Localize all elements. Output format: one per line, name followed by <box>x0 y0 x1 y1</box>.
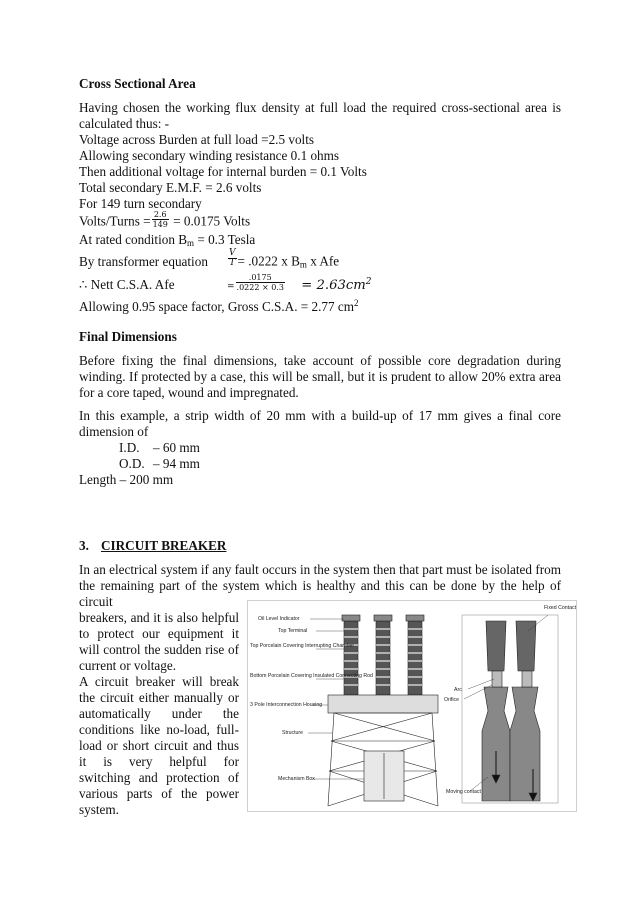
label-structure: Structure <box>282 730 304 736</box>
nett-csa-line: ∴ Nett C.S.A. Afe = $\frac{.0175}{.0222 \times 0.3}$ = $2.63cm^2$ <box>79 273 372 293</box>
text-line: Voltage across Burden at full load =2.5 volts <box>79 132 315 147</box>
label-top-terminal: Top Terminal <box>278 628 308 634</box>
intro-paragraph: Having chosen the working flux density at full load the required cross-sectional area is calculated thus: - <box>79 100 561 131</box>
label-arc: Arc <box>454 687 462 693</box>
text-line: For 149 turn secondary <box>79 196 202 211</box>
circuit-breaker-left-para: breakers, and it is also helpful to protect our equipment it will control the sudden rise of current or voltage. <box>79 610 239 673</box>
text-line: Then additional voltage for internal burden = 0.1 Volts <box>79 164 367 179</box>
id-line: I.D. – 60 mm <box>119 440 200 455</box>
length-line: Length – 200 mm <box>79 472 174 487</box>
label-orifice: Orifice <box>444 697 459 703</box>
gross-csa-line: Allowing 0.95 space factor, Gross C.S.A. = 2.77 $cm^2$ <box>79 298 359 314</box>
od-line: O.D. – 94 mm <box>119 456 200 471</box>
volts-turns-line: Volts/Turns = $\frac{2.6}{149}$ = 0.0175 Volts <box>79 210 251 229</box>
porcelain-column <box>344 621 422 695</box>
text-line: Total secondary E.M.F. = 2.6 volts <box>79 180 262 195</box>
heading-cross-sectional-area: Cross Sectional Area <box>79 76 196 91</box>
circuit-breaker-figure <box>247 600 577 812</box>
circuit-breaker-left-para2: A circuit breaker will break the circuit either manually or automatically under the conditions like no-load, full-load or short circuit and thus it is very helpful for switching and protection of various parts of the power system. <box>79 674 239 817</box>
final-dimensions-paragraph: Before fixing the final dimensions, take account of possible core degradation during winding. If protected by a case, this will be small, but it is prudent to allow 20% extra area for a core taped, wound and impregnated. <box>79 353 561 400</box>
v-over-t-fraction: $\frac{V}{T}$ <box>229 248 236 268</box>
final-dimensions-example: In this example, a strip width of 20 mm with a build-up of 17 mm gives a final core dimension of <box>79 408 561 439</box>
circuit-breaker-intro: In an electrical system if any fault occurs in the system then that part must be isolated from the remaining part of the system which is healthy and this can be done by the help of circuit <box>79 562 561 609</box>
label-bottom-porcelain: Bottom Porcelain Covering Insulated Connecting Rod <box>250 673 373 679</box>
label-top-porcelain: Top Porcelain Covering Interrupting Chamber <box>250 643 355 649</box>
nett-fraction: $\frac{.0175}{.0222 \times 0.3}$ <box>236 273 284 292</box>
label-oil-level-indicator: Oil Level Indicator <box>258 616 300 622</box>
text-line: Allowing secondary winding resistance 0.1 ohms <box>79 148 340 163</box>
volts-turns-fraction: $\frac{2.6}{149}$ <box>152 210 168 229</box>
label-mechanism-box: Mechanism Box <box>278 776 315 782</box>
circuit-breaker-diagram <box>248 601 576 811</box>
heading-circuit-breaker: 3. CIRCUIT BREAKER <box>79 538 227 553</box>
label-moving-contact: Moving contact <box>446 789 481 795</box>
label-fixed-contact: Fixed Contact <box>544 605 576 611</box>
heading-final-dimensions: Final Dimensions <box>79 329 177 344</box>
transformer-equation-line: By transformer equation $\frac{V}{T}$ = .0222 x $B_m$ x Afe <box>79 248 340 270</box>
label-3-pole-interconnection: 3 Pole Interconnection Housing <box>250 702 323 708</box>
rated-condition-line: At rated condition $B_m = 0.3$ Tesla <box>79 232 256 248</box>
interrupter-cross-section <box>462 615 558 803</box>
